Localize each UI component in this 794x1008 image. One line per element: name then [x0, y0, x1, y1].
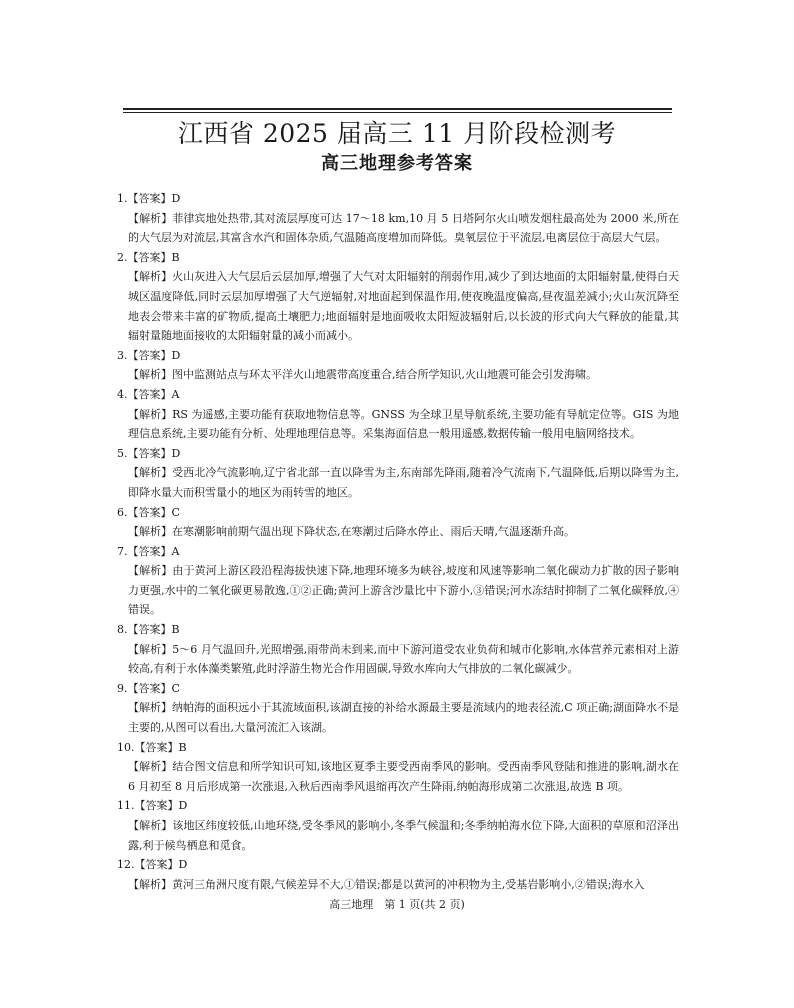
- exam-title: 江西省 2025 届高三 11 月阶段检测考: [177, 119, 617, 148]
- answer-explanation: 【解析】RS 为遥感,主要功能有获取地物信息等。GNSS 为全球卫星导航系统,主要功能有导航定位等。GIS 为地理信息系统,主要功能有分析、处理地理信息等。采集海面信息一般用遥感,数据传输一般用电脑网络技术。: [128, 407, 679, 441]
- answer-key: 【答案】B: [127, 250, 180, 264]
- question-number: 8.: [117, 623, 128, 637]
- question-number: 2.: [117, 250, 128, 264]
- question-number: 9.: [117, 681, 128, 695]
- answer-item: [117, 855, 679, 894]
- answer-explanation: 【解析】菲律宾地处热带,其对流层厚度可达 17～18 km,10 月 5 日塔阿尔火山喷发烟柱最高处为 2000 米,所在的大气层为对流层,其富含水汽和固体杂质,气温随高度增加而降低。臭氧层位于平流层,电离层位于高层大气层。: [128, 211, 679, 245]
- answer-item: [117, 189, 679, 248]
- question-number: 6.: [117, 505, 128, 519]
- answer-key: 【答案】B: [127, 623, 180, 637]
- answer-line: [117, 189, 679, 209]
- answer-item: [117, 385, 679, 444]
- answer-line: [117, 679, 679, 699]
- header-rule-thin: [123, 112, 672, 113]
- answer-line: [117, 503, 679, 523]
- answer-item: [117, 248, 679, 346]
- answer-explanation: 【解析】该地区纬度较低,山地环绕,受冬季风的影响小,冬季气候温和;冬季纳帕海水位下降,大面积的草原和沼泽出露,利于候鸟栖息和觅食。: [128, 819, 679, 852]
- answer-item: [117, 796, 679, 855]
- answer-explanation: 【解析】图中监测站点与环太平洋火山地震带高度重合,结合所学知识,火山地震可能会引发海啸。: [128, 368, 597, 382]
- answer-explanation: 【解析】火山灰进入大气层后云层加厚,增强了大气对太阳辐射的削弱作用,减少了到达地面的太阳辐射量,使得白天城区温度降低,同时云层加厚增强了大气逆辐射,对地面起到保温作用,使夜晚温度偏高,昼夜温差减小;火山灰沉降至地表会带来丰富的矿物质,提高土壤肥力;地面辐射是地面吸收太阳短波辐射后,以长波的形式向大气释放的能量,其辐射量随地面接收的太阳辐射量的减小而减小。: [128, 270, 679, 343]
- answer-key: 【答案】D: [127, 192, 181, 205]
- answer-explanation: 【解析】黄河三角洲尺度有限,气候差异不大,①错误;都是以黄河的冲积物为主,受基岩影响小,②错误;海水入: [128, 877, 645, 891]
- question-number: 12.: [117, 858, 135, 872]
- question-number: 3.: [117, 348, 128, 362]
- answer-line: [117, 346, 679, 366]
- answer-key: 【答案】C: [127, 505, 180, 519]
- answer-key: 【答案】D: [134, 799, 188, 813]
- answer-line: [117, 385, 679, 405]
- answer-explanation: 【解析】5～6 月气温回升,光照增强,雨带尚未到来,而中下游河道受农业负荷和城市化影响,水体营养元素相对上游较高,有利于水体藻类繁殖,此时浮游生物光合作用固碳,导致水库向大气排放的二氧化碳减少。: [128, 642, 679, 676]
- answer-line: [117, 444, 679, 464]
- exam-subtitle: 高三地理参考答案: [321, 153, 473, 174]
- question-number: 4.: [117, 387, 128, 401]
- answer-item: [117, 444, 679, 503]
- header-rule-thick: [123, 108, 672, 110]
- answer-key: 【答案】A: [127, 387, 180, 401]
- question-number: 5.: [117, 446, 128, 460]
- answer-explanation: 【解析】由于黄河上游区段沿程海拔快速下降,地理环境多为峡谷,坡度和风速等影响二氧化碳动力扩散的因子影响力更强,水中的二氧化碳更易散逸,①②正确;黄河上游含沙量比中下游小,③错误;河水冻结时抑制了二氧化碳释放,④错误。: [128, 564, 679, 617]
- answer-explanation: 【解析】结合图文信息和所学知识可知,该地区夏季主要受西南季风的影响。受西南季风登陆和推进的影响,湖水在 6 月初至 8 月后形成第一次涨退,入秋后西南季风退缩再次产生降雨,纳帕海形成第二次涨退,故选 B 项。: [128, 760, 679, 793]
- answer-explanation: 【解析】在寒潮影响前期气温出现下降状态,在寒潮过后降水停止、雨后天晴,气温逐渐升高。: [128, 525, 575, 539]
- answer-explanation: 【解析】受西北冷气流影响,辽宁省北部一直以降雪为主,东南部先降雨,随着冷气流南下,气温降低,后期以降雪为主,即降水量大而积雪量小的地区为雨转雪的地区。: [128, 466, 679, 499]
- answer-key: 【答案】D: [127, 446, 181, 460]
- answer-item: [117, 679, 679, 738]
- answer-line: [117, 738, 679, 758]
- answer-explanation: 【解析】纳帕海的面积远小于其流域面积,该湖直接的补给水源最主要是流域内的地表径流,C 项正确;湖面降水不是主要的,从图可以看出,大量河流汇入该湖。: [128, 701, 679, 735]
- answer-list: [117, 189, 679, 894]
- answer-item: [117, 542, 679, 620]
- answer-line: [117, 855, 679, 875]
- answer-line: [117, 542, 679, 562]
- answer-item: [117, 620, 679, 679]
- answer-item: [117, 503, 679, 542]
- answer-item: [117, 738, 679, 797]
- answer-line: [117, 248, 679, 268]
- page-footer: 高三地理 第 1 页(共 2 页): [329, 898, 465, 911]
- answer-key: 【答案】D: [134, 858, 188, 872]
- answer-line: [117, 620, 679, 640]
- answer-item: [117, 346, 679, 385]
- question-number: 1.: [117, 192, 128, 205]
- question-number: 11.: [117, 799, 135, 813]
- answer-key: 【答案】A: [127, 544, 180, 558]
- answer-key: 【答案】D: [127, 348, 181, 362]
- question-number: 10.: [117, 740, 135, 754]
- question-number: 7.: [117, 544, 128, 558]
- answer-key: 【答案】B: [134, 740, 187, 754]
- answer-key: 【答案】C: [127, 681, 180, 695]
- answer-line: [117, 796, 679, 816]
